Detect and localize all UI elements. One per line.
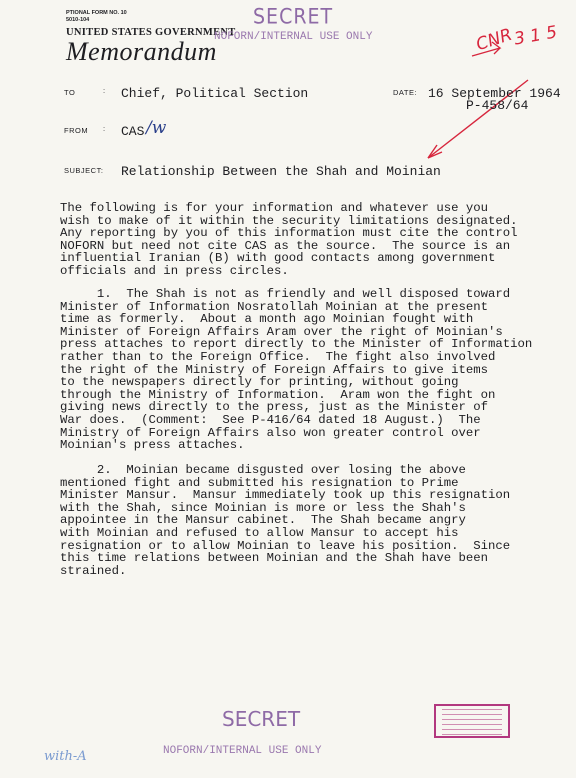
- date-label: DATE:: [393, 88, 418, 97]
- red-note-cnr: CNR: [473, 24, 515, 56]
- agency-name: UNITED STATES GOVERNMENT: [66, 27, 236, 38]
- from-colon: :: [103, 124, 106, 133]
- date-value: 16 September 1964: [428, 86, 561, 101]
- from-value: CAS: [121, 124, 145, 139]
- subject-value: Relationship Between the Shah and Moinian: [121, 164, 441, 179]
- blue-handwriting: with-A: [44, 749, 87, 764]
- paragraph-1: 1. The Shah is not as friendly and well disposed toward Minister of Information Nosratollah Moinian at the present time as formerly. About a month ago Moinian fought with Minister of Foreign Affairs Aram over the right of Moinian's press attaches to report directly to the Minister of Information rather than to the Foreign Office. The fight also involved the right of the Ministry of Foreign Affairs to give items to the newspapers directly for printing, without going through the Ministry of Information. Aram won the fight on giving news directly to the press, just as the Minister of War does. (Comment: See P-416/64 dated 18 August.) The Ministry of Foreign Affairs also won greater control over Moinian's press attaches.: [60, 287, 533, 453]
- intro-paragraph: The following is for your information and whatever use you wish to make of it within the security limitations designated. Any reporting by you of this information must cite the control NOFORN but need not cite CAS as the source. The source is an influential Iranian (B) with good contacts among government officials and in press circles.: [60, 201, 518, 278]
- to-label: TO: [64, 88, 76, 97]
- form-number-line2: 5010-104: [66, 17, 90, 23]
- noforn-stamp-top: NOFORN/INTERNAL USE ONLY: [214, 31, 373, 43]
- from-label: FROM: [64, 126, 89, 135]
- subject-label: SUBJECT:: [64, 166, 104, 175]
- red-note-number: 3 1 5: [512, 22, 559, 50]
- noforn-stamp-bottom: NOFORN/INTERNAL USE ONLY: [163, 745, 322, 757]
- to-value: Chief, Political Section: [121, 86, 309, 101]
- form-number-line1: PTIONAL FORM NO. 10: [66, 10, 127, 16]
- paragraph-2: 2. Moinian became disgusted over losing the above mentioned fight and submitted his resignation to Prime Minister Mansur. Mansur immediately took up this resignation with the Shah, since Moinian is more or less the Shah's appointee in the Mansur cabinet. The Shah became angry with Moinian and refused to allow Mansur to accept his resignation or to allow Moinian to leave his position. Since this time relations between Moinian and the Shah have been strained.: [60, 463, 511, 578]
- declassification-stamp: [434, 704, 510, 738]
- to-colon: :: [103, 86, 106, 95]
- handwritten-initials: /w: [146, 118, 167, 138]
- reference-number: P-458/64: [466, 98, 529, 113]
- secret-stamp-top: SECRET: [253, 4, 334, 30]
- document-title: Memorandum: [66, 37, 217, 66]
- form-number: [66, 10, 127, 24]
- secret-stamp-bottom: SECRET: [222, 707, 301, 731]
